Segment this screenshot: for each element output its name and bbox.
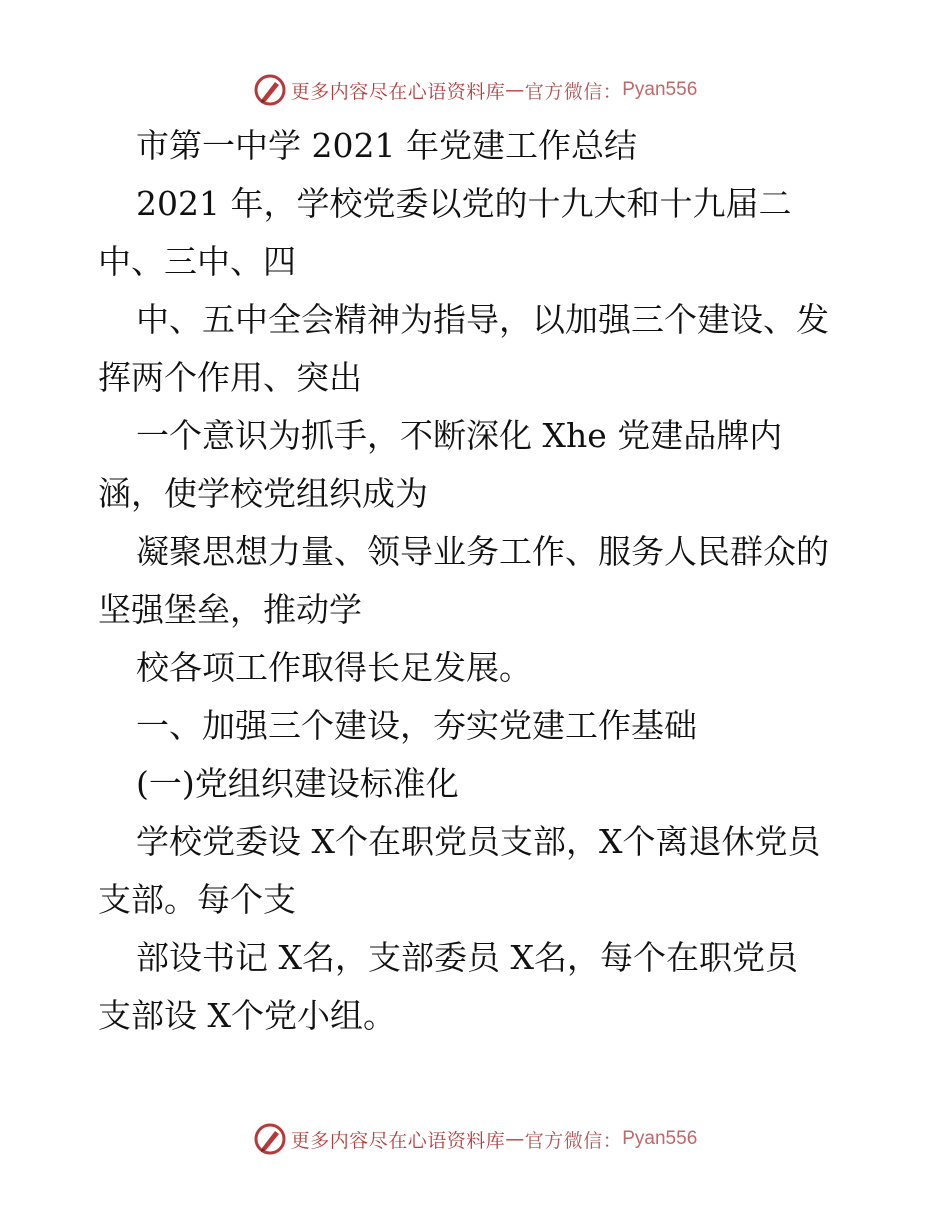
paragraph-line: 中、三中、四 (98, 242, 296, 281)
footer-watermark (0, 1119, 950, 1159)
header-watermark (0, 70, 950, 110)
paragraph-line: 坚强堡垒，推动学 (98, 590, 362, 629)
pen-logo-icon (253, 73, 287, 107)
paragraph-line: 部设书记 X名，支部委员 X名，每个在职党员 (136, 938, 798, 977)
paragraph-line: 支部设 X个党小组。 (98, 996, 396, 1035)
document-title: 市第一中学 2021 年党建工作总结 (136, 126, 637, 165)
paragraph-line: 凝聚思想力量、领导业务工作、服务人民群众的 (136, 532, 829, 571)
watermark-text: 更多内容尽在心语资料库 (290, 1129, 506, 1152)
subsection-heading: (一)党组织建设标准化 (136, 764, 459, 803)
paragraph-line: 学校党委设 X个在职党员支部，X个离退休党员 (136, 822, 821, 861)
paragraph-line: 涵，使学校党组织成为 (98, 474, 428, 513)
watermark-wechat-label: 官方微信： (524, 80, 623, 103)
watermark-dash: — (505, 1128, 525, 1150)
paragraph-line: 挥两个作用、突出 (98, 358, 362, 397)
paragraph-line: 校各项工作取得长足发展。 (136, 648, 532, 687)
section-heading: 一、加强三个建设，夯实党建工作基础 (136, 706, 697, 745)
paragraph-line: 支部。每个支 (98, 880, 296, 919)
pen-logo-icon (253, 1122, 287, 1156)
watermark-wechat-id: Pyan556 (622, 79, 698, 100)
paragraph-line: 中、五中全会精神为指导，以加强三个建设、发 (136, 300, 829, 339)
watermark-dash: — (505, 79, 525, 101)
watermark-text: 更多内容尽在心语资料库 (290, 80, 506, 103)
paragraph-line: 2021 年，学校党委以党的十九大和十九届二 (136, 184, 792, 223)
watermark-wechat-label: 官方微信： (524, 1129, 623, 1152)
watermark-wechat-id: Pyan556 (622, 1128, 698, 1149)
paragraph-line: 一个意识为抓手，不断深化 Xhe 党建品牌内 (136, 416, 783, 455)
document-body (98, 117, 858, 1045)
